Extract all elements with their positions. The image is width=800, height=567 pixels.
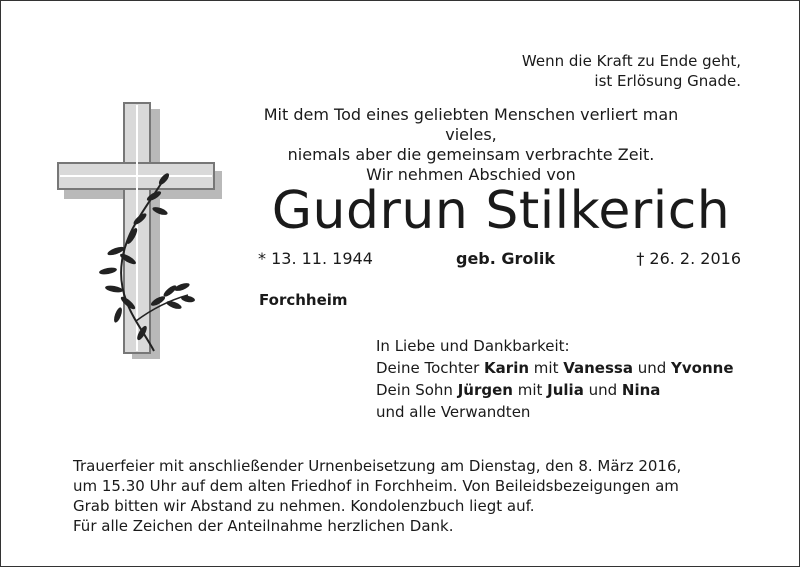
family-son-line: Dein Sohn Jürgen mit Julia und Nina [376,381,661,399]
motto-line: ist Erlösung Gnade. [594,72,741,90]
motto [481,51,741,91]
notice-line: Grab bitten wir Abstand zu nehmen. Kondolenzbuch liegt auf. [73,497,535,515]
place: Forchheim [259,291,348,309]
family-heading: In Liebe und Dankbarkeit: [376,337,570,355]
intro-text [251,105,691,185]
cross-with-laurel-icon [56,101,226,361]
intro-line: Wir nehmen Abschied von [366,165,576,184]
maiden-name: geb. Grolik [456,249,556,268]
birth-date: * 13. 11. 1944 [258,249,373,268]
motto-line: Wenn die Kraft zu Ende geht, [521,52,741,70]
family-daughter-line: Deine Tochter Karin mit Vanessa und Yvonne [376,359,734,377]
deceased-name: Gudrun Stilkerich [271,181,731,241]
intro-line: niemals aber die gemeinsam verbrachte Zeit. [287,145,655,164]
family-signature [376,335,734,423]
notice-line: um 15.30 Uhr auf dem alten Friedhof in Forchheim. Von Beileidsbezeigungen am [73,477,679,495]
death-date: † 26. 2. 2016 [636,249,741,268]
funeral-notice [73,456,733,536]
family-closing: und alle Verwandten [376,403,531,421]
notice-line: Für alle Zeichen der Anteilnahme herzlichen Dank. [73,517,454,535]
intro-line: Mit dem Tod eines geliebten Menschen verliert man vieles, [263,105,679,144]
notice-line: Trauerfeier mit anschließender Urnenbeisetzung am Dienstag, den 8. März 2016, [73,457,682,475]
